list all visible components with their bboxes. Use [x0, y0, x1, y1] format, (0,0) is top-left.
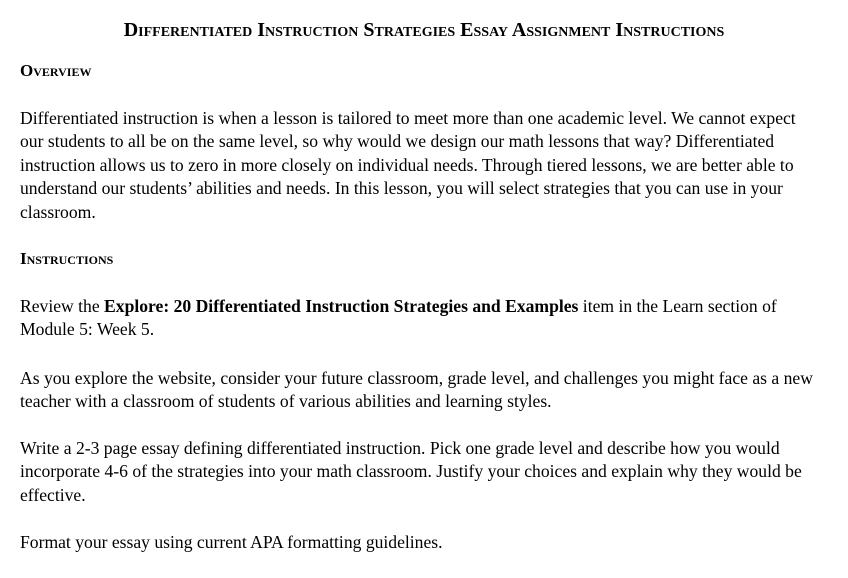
explore-paragraph: As you explore the website, consider your future classroom, grade level, and challenges you might face as a new teacher with a classroom of students of various abilities and learning styles. — [20, 368, 813, 412]
review-suffix: item in the Learn section of Module 5: Week 5. — [20, 296, 777, 340]
format-paragraph: Format your essay using current APA formatting guidelines. — [20, 532, 443, 552]
review-prefix: Review the — [20, 296, 105, 316]
essay-paragraph: Write a 2-3 page essay defining differentiated instruction. Pick one grade level and describe how you would incorporate 4-6 of the strategies into your math classroom. Justify your choices and explain why they would be effective. — [20, 438, 802, 505]
explore-resource-title: Explore: 20 Differentiated Instruction Strategies and Examples — [104, 296, 579, 316]
instructions-heading: Instructions — [20, 249, 114, 268]
overview-heading: Overview — [20, 61, 92, 80]
document-title: Differentiated Instruction Strategies Essay Assignment Instructions — [123, 19, 725, 41]
review-paragraph — [20, 295, 820, 342]
overview-paragraph: Differentiated instruction is when a lesson is tailored to meet more than one academic level. We cannot expect our students to all be on the same level, so why would we design our math lessons that way? Differentiated instruction allows us to zero in more closely on individual needs. Through tiered lessons, we are better able to understand our students’ abilities and needs. In this lesson, you will select strategies that you can use in your classroom. — [20, 108, 796, 222]
